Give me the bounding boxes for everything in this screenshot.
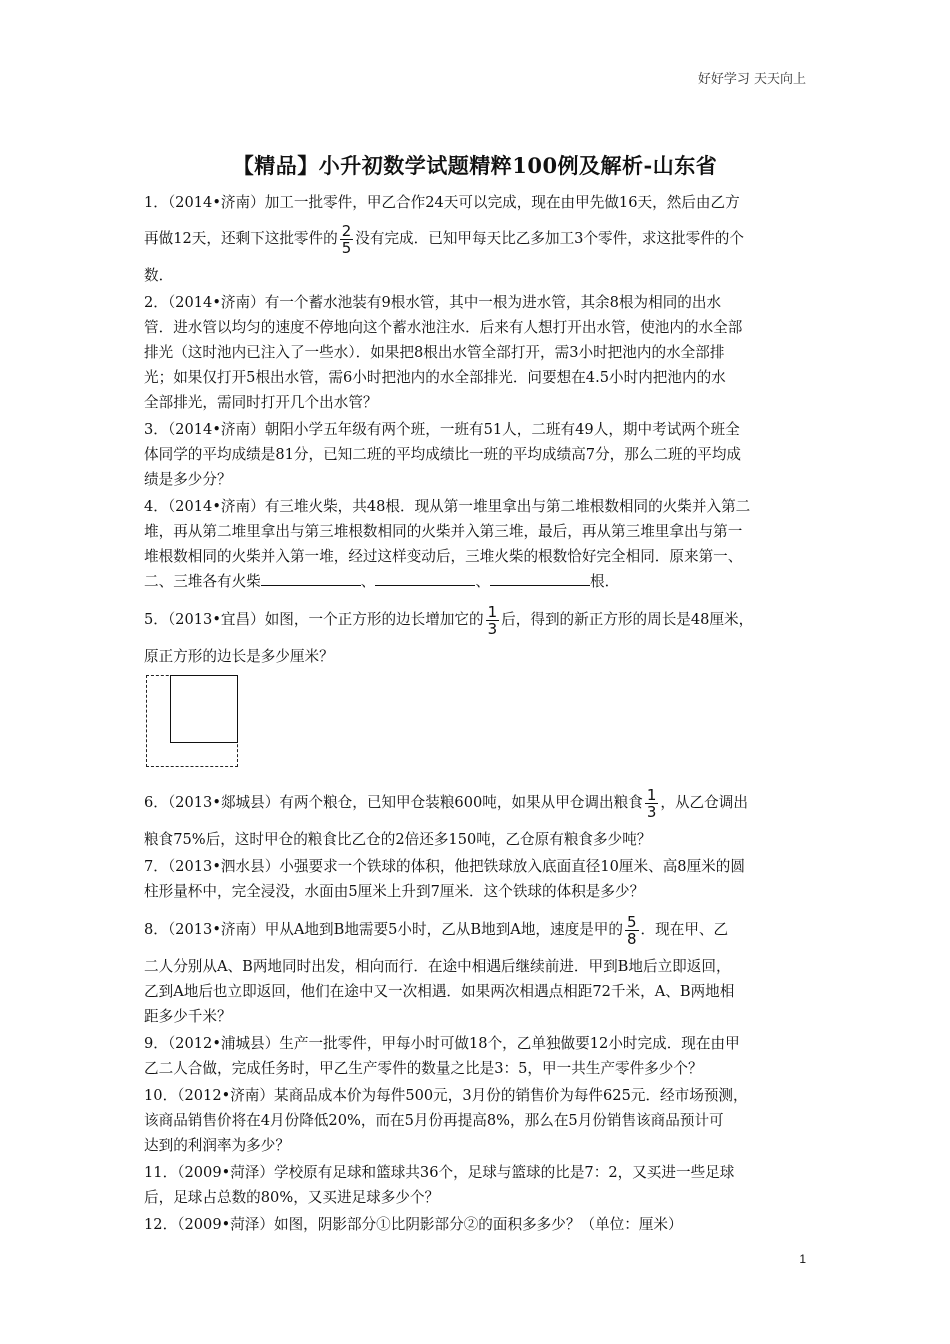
fraction-denominator: 3 <box>646 802 657 821</box>
q8-line-4: 距多少千米？ <box>144 1008 232 1025</box>
q3-line-1: 3．（2014•济南）朝阳小学五年级有两个班，一班有51人，二班有49人，期中考试两个班全 <box>144 421 740 438</box>
q9-line-1: 9．（2012•浦城县）生产一批零件，甲每小时可做18个，乙单独做要12小时完成．现在由甲 <box>144 1035 740 1052</box>
page-number: 1 <box>799 1252 806 1266</box>
q3-line-2: 体同学的平均成绩是81分，已知二班的平均成绩比一班的平均成绩高7分，那么二班的平均成 <box>144 446 742 463</box>
question-2 <box>144 290 809 415</box>
q10-line-1: 10．（2012•济南）某商品成本价为每件500元，3月份的销售价为每件625元．经市场预测， <box>144 1087 748 1104</box>
q8-text-a: 8．（2013•济南）甲从A地到B地需要5小时，乙从B地到A地，速度是甲的 <box>144 921 623 938</box>
answer-blank-1[interactable] <box>261 569 361 586</box>
q4-text-a: 二、三堆各有火柴 <box>144 573 261 590</box>
q6-text-a: 6．（2013•郯城县）有两个粮仓，已知甲仓装粮600吨，如果从甲仓调出粮食 <box>144 794 643 811</box>
q12-line-1: 12．（2009•菏泽）如图，阴影部分①比阴影部分②的面积多多少？（单位：厘米） <box>144 1216 683 1233</box>
q2-line-4: 光；如果仅打开5根出水管，需6小时把池内的水全部排光．问要想在4.5小时内把池内的水 <box>144 369 726 386</box>
question-8 <box>144 906 809 1029</box>
answer-blank-3[interactable] <box>490 569 590 586</box>
question-4 <box>144 494 809 594</box>
q8-line-2: 二人分别从A、B两地同时出发，相向而行．在途中相遇后继续前进．甲到B地后立即返回， <box>144 958 731 975</box>
q4-line-3: 堆根数相同的火柴并入第一堆，经过这样变动后，三堆火柴的根数恰好完全相同．原来第一、 <box>144 548 743 565</box>
q4-line-4 <box>144 569 809 594</box>
q4-text-end: 根． <box>589 573 620 590</box>
q1-line-2 <box>144 215 809 263</box>
fraction-denominator: 5 <box>341 238 352 257</box>
q1-text-a: 再做12天，还剩下这批零件的 <box>144 230 338 247</box>
q4-line-1: 4．（2014•济南）有三堆火柴，共48根．现从第一堆里拿出与第二堆根数相同的火柴并入第二 <box>144 498 751 515</box>
original-square <box>170 675 238 743</box>
question-1 <box>144 190 809 288</box>
q5-text-b: 后，得到的新正方形的周长是48厘米， <box>501 611 754 628</box>
q3-line-3: 绩是多少分？ <box>144 471 232 488</box>
question-5 <box>144 596 809 771</box>
q4-line-2: 堆，再从第二堆里拿出与第三堆根数相同的火柴并入第三堆，最后，再从第三堆里拿出与第一 <box>144 523 743 540</box>
fraction-two-fifths <box>340 223 354 256</box>
fraction-one-third <box>486 604 500 637</box>
q4-separator-1: 、 <box>360 573 376 590</box>
q2-line-5: 全部排光，需同时打开几个出水管？ <box>144 394 378 411</box>
answer-blank-2[interactable] <box>375 569 475 586</box>
fraction-five-eighths <box>625 914 639 947</box>
fraction-one-third <box>645 787 659 820</box>
q6-line-1 <box>144 779 809 827</box>
fraction-numerator: 5 <box>627 912 637 931</box>
q7-line-1: 7．（2013•泗水县）小强要求一个铁球的体积，他把铁球放入底面直径10厘米、高8厘米的圆 <box>144 858 745 875</box>
q5-line-1 <box>144 596 809 644</box>
fraction-denominator: 8 <box>627 929 637 948</box>
question-list <box>144 190 809 1237</box>
square-figure <box>146 675 242 771</box>
page-header: 好好学习 天天向上 <box>697 72 806 87</box>
q8-line-3: 乙到A地后也立即返回，他们在途中又一次相遇．如果两次相遇点相距72千米，A、B两地相 <box>144 983 735 1000</box>
q6-line-2: 粮食75%后，这时甲仓的粮食比乙仓的2倍还多150吨，乙仓原有粮食多少吨？ <box>144 831 652 848</box>
fraction-numerator: 2 <box>341 221 352 240</box>
q5-text-a: 5．（2013•宜昌）如图，一个正方形的边长增加它的 <box>144 611 484 628</box>
q7-line-2: 柱形量杯中，完全浸没，水面由5厘米上升到7厘米．这个铁球的体积是多少？ <box>144 883 645 900</box>
q8-text-b: ．现在甲、乙 <box>640 921 729 938</box>
q2-line-2: 管．进水管以均匀的速度不停地向这个蓄水池注水．后来有人想打开出水管，使池内的水全部 <box>144 319 743 336</box>
q2-line-1: 2．（2014•济南）有一个蓄水池装有9根水管，其中一根为进水管，其余8根为相同的出水 <box>144 294 722 311</box>
q1-line-1: 1．（2014•济南）加工一批零件，甲乙合作24天可以完成，现在由甲先做16天，然后由乙方 <box>144 194 740 211</box>
q5-line-2: 原正方形的边长是多少厘米？ <box>144 648 334 665</box>
q2-line-3: 排光（这时池内已注入了一些水）．如果把8根出水管全部打开，需3小时把池内的水全部排 <box>144 344 725 361</box>
question-11 <box>144 1160 809 1210</box>
question-7 <box>144 854 809 904</box>
question-10 <box>144 1083 809 1158</box>
question-9 <box>144 1031 809 1081</box>
q10-line-2: 该商品销售价将在4月份降低20%，而在5月份再提高8%，那么在5月份销售该商品预计可 <box>144 1112 724 1129</box>
document-title: 【精品】小升初数学试题精粹100例及解析-山东省 <box>232 153 718 178</box>
q8-line-1 <box>144 906 809 954</box>
q4-separator-2: 、 <box>475 573 490 590</box>
q9-line-2: 乙二人合做，完成任务时，甲乙生产零件的数量之比是3：5，甲一共生产零件多少个？ <box>144 1060 703 1077</box>
q11-line-2: 后，足球占总数的80%，又买进足球多少个？ <box>144 1189 440 1206</box>
fraction-numerator: 1 <box>487 602 498 621</box>
question-6 <box>144 779 809 852</box>
question-12 <box>144 1212 809 1237</box>
q1-line-3: 数． <box>144 267 174 284</box>
fraction-numerator: 1 <box>646 785 657 804</box>
question-3 <box>144 417 809 492</box>
q11-line-1: 11．（2009•菏泽）学校原有足球和篮球共36个，足球与篮球的比是7：2，又买进一些足球 <box>144 1164 735 1181</box>
q1-text-b: 没有完成．已知甲每天比乙多加工3个零件，求这批零件的个 <box>355 230 744 247</box>
q10-line-3: 达到的利润率为多少？ <box>144 1137 290 1154</box>
fraction-denominator: 3 <box>487 619 498 638</box>
q6-text-b: ，从乙仓调出 <box>660 794 748 811</box>
